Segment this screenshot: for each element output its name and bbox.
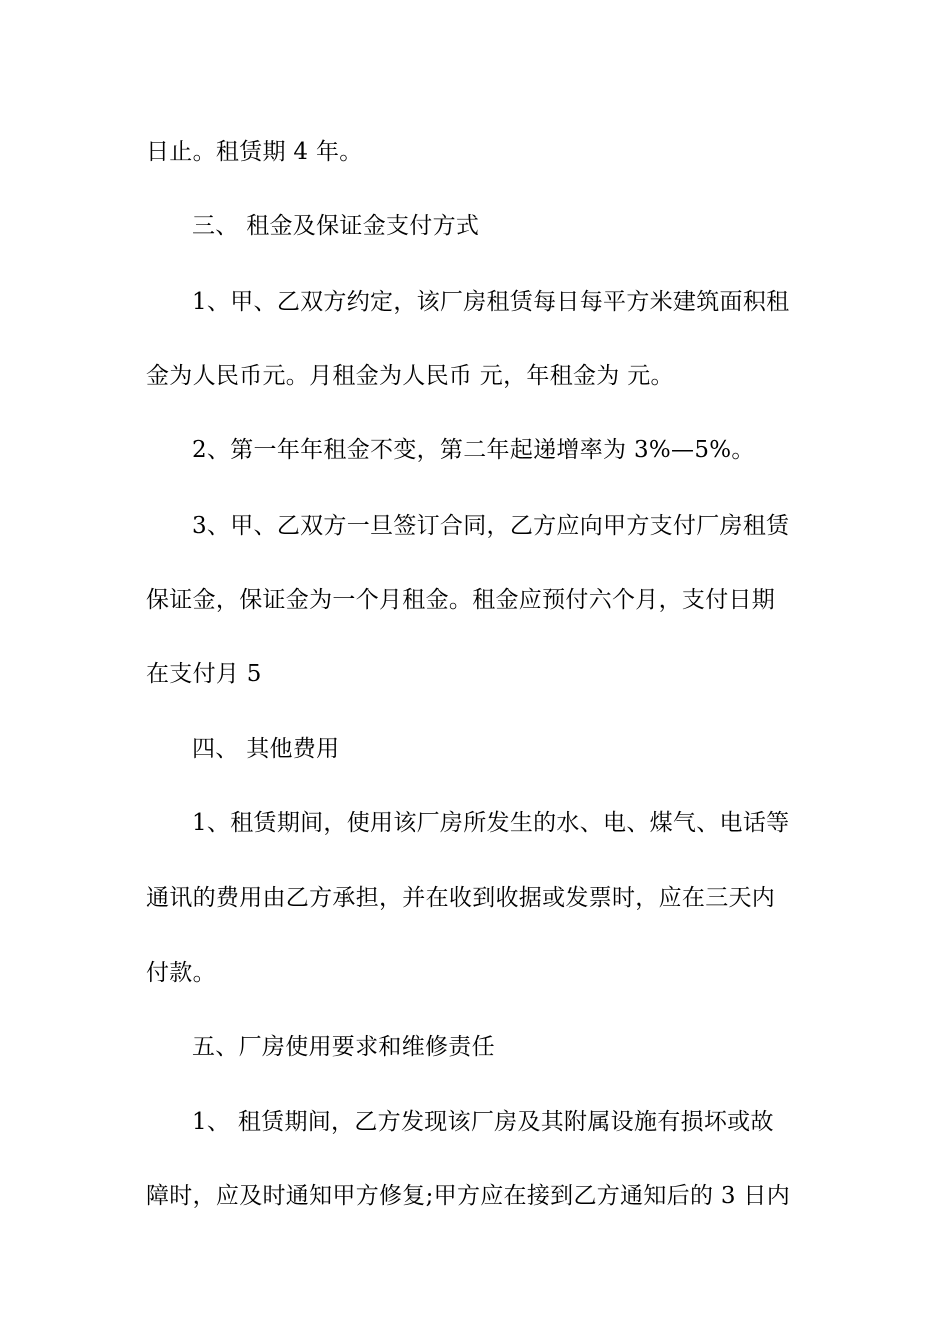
body-text-line: 在支付月 5: [146, 661, 262, 687]
section-heading-rent-deposit: 三、 租金及保证金支付方式: [192, 213, 480, 239]
body-text-line: 通讯的费用由乙方承担，并在收到收据或发票时，应在三天内: [146, 885, 776, 911]
body-text-line: 保证金，保证金为一个月租金。租金应预付六个月，支付日期: [146, 587, 776, 613]
section-heading-other-fees: 四、 其他费用: [192, 736, 340, 762]
clause-text-line: 1、租赁期间，使用该厂房所发生的水、电、煤气、电话等: [192, 810, 790, 836]
clause-text-line: 2、第一年年租金不变，第二年起递增率为 3%—5%。: [192, 437, 755, 463]
section-heading-usage-maintenance: 五、厂房使用要求和维修责任: [192, 1034, 495, 1060]
clause-text-line: 1、甲、乙双方约定，该厂房租赁每日每平方米建筑面积租: [192, 289, 790, 315]
body-text-line: 付款。: [146, 960, 216, 986]
body-text-line: 日止。租赁期 4 年。: [146, 139, 363, 165]
body-text-line: 障时，应及时通知甲方修复;甲方应在接到乙方通知后的 3 日内: [146, 1183, 791, 1209]
clause-text-line: 3、甲、乙双方一旦签订合同，乙方应向甲方支付厂房租赁: [192, 513, 790, 539]
clause-text-line: 1、 租赁期间，乙方发现该厂房及其附属设施有损坏或故: [192, 1109, 774, 1135]
body-text-line: 金为人民币元。月租金为人民币 元，年租金为 元。: [146, 363, 674, 389]
